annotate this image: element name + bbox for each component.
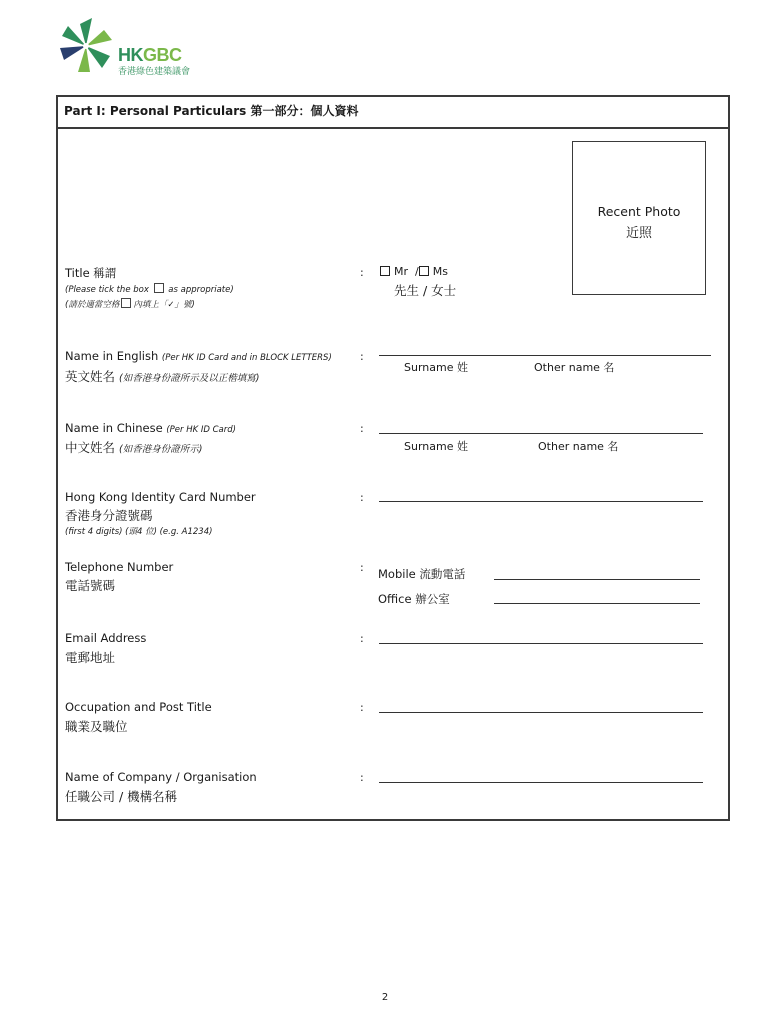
checkbox-sample-icon: [121, 298, 131, 308]
title-colon: :: [360, 266, 364, 279]
section-title: Part I: Personal Particulars 第一部分：個人資料: [64, 104, 359, 118]
pinwheel-logo-icon: [56, 16, 126, 76]
hkid-note: (first 4 digits) (頭4 位) (e.g. A1234): [65, 527, 213, 537]
hkid-label-zh: 香港身分證號碼: [65, 508, 153, 523]
email-input-line[interactable]: [379, 643, 703, 644]
email-colon: :: [360, 632, 364, 645]
name-en-input-line[interactable]: [379, 355, 711, 356]
name-zh-surname-label: Surname 姓: [404, 440, 468, 453]
name-en-label-zh: 英文姓名 (如香港身份證所示及以正楷填寫): [65, 369, 260, 384]
page-number: 2: [381, 992, 389, 1003]
photo-label-en: Recent Photo: [597, 204, 681, 219]
title-note-en: (Please tick the box as appropriate): [65, 285, 234, 295]
email-label: Email Address: [65, 631, 147, 645]
personal-particulars-form: [56, 95, 730, 821]
company-label-zh: 任職公司 / 機構名稱: [65, 789, 178, 804]
hkid-colon: :: [360, 491, 364, 504]
title-options-zh: 先生 / 女士: [394, 283, 457, 298]
name-zh-label: Name in Chinese (Per HK ID Card): [65, 421, 236, 435]
logo-wordmark: HKGBC: [118, 45, 182, 65]
ms-label: Ms: [432, 265, 448, 278]
name-en-surname-label: Surname 姓: [404, 361, 468, 374]
phone-label-zh: 電話號碼: [65, 578, 116, 593]
name-zh-colon: :: [360, 422, 364, 435]
name-zh-other-label: Other name 名: [538, 440, 619, 453]
company-colon: :: [360, 771, 364, 784]
ms-checkbox[interactable]: [419, 266, 429, 276]
mr-label: Mr: [394, 265, 409, 278]
hkid-label: Hong Kong Identity Card Number: [65, 490, 256, 504]
hkid-input-line[interactable]: [379, 501, 703, 502]
name-en-colon: :: [360, 350, 364, 363]
photo-box[interactable]: [572, 141, 706, 295]
company-label: Name of Company / Organisation: [65, 770, 257, 784]
logo-chinese-name: 香港綠色建築議會: [118, 67, 191, 77]
phone-colon: :: [360, 561, 364, 574]
phone-label: Telephone Number: [65, 560, 174, 574]
occupation-label: Occupation and Post Title: [65, 700, 212, 714]
slash-separator: /: [415, 265, 419, 278]
office-input-line[interactable]: [494, 603, 700, 604]
occupation-input-line[interactable]: [379, 712, 703, 713]
mobile-label: Mobile 流動電話: [378, 567, 466, 581]
section-header: [58, 97, 728, 129]
mobile-input-line[interactable]: [494, 579, 700, 580]
occupation-label-zh: 職業及職位: [65, 719, 128, 734]
name-en-other-label: Other name 名: [534, 361, 615, 374]
office-label: Office 辦公室: [378, 592, 450, 606]
occupation-colon: :: [360, 701, 364, 714]
company-input-line[interactable]: [379, 782, 703, 783]
email-label-zh: 電郵地址: [65, 650, 116, 665]
name-zh-input-line[interactable]: [379, 433, 703, 434]
hkgbc-logo: [56, 16, 216, 76]
checkbox-sample-icon: [154, 283, 164, 293]
name-zh-label-zh: 中文姓名 (如香港身份證所示): [65, 440, 203, 455]
title-note-zh: (請於適當空格 內填上「✓」號): [65, 300, 195, 310]
title-options: [380, 265, 448, 278]
photo-label-zh: 近照: [625, 226, 652, 241]
mr-checkbox[interactable]: [380, 266, 390, 276]
title-label: Title 稱謂: [65, 266, 117, 280]
name-en-label: Name in English (Per HK ID Card and in BLOCK LETTERS): [65, 349, 332, 363]
